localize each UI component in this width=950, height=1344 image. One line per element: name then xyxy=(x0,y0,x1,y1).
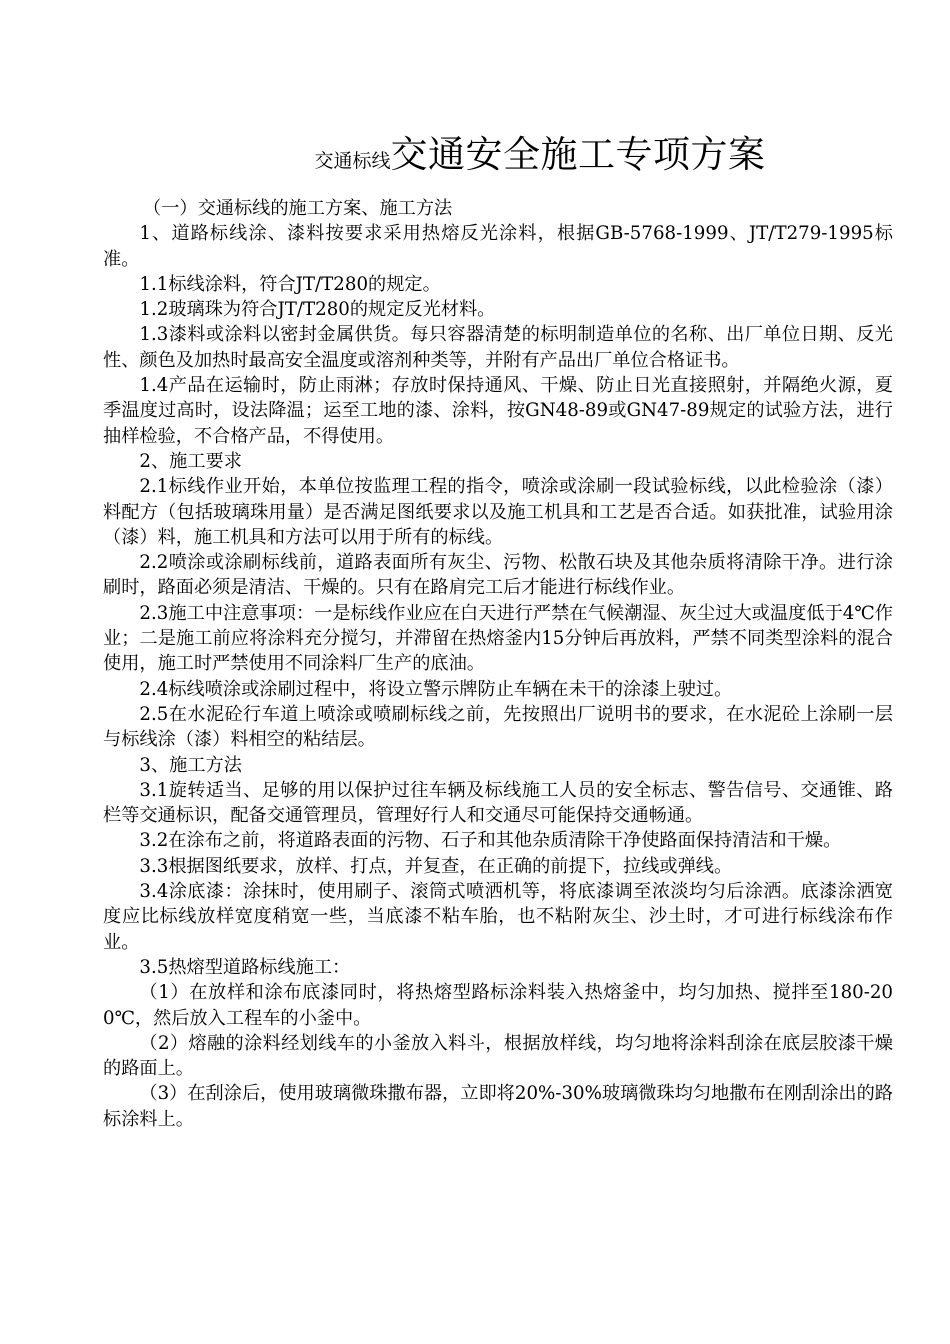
paragraph: 1.1标线涂料，符合JT/T280的规定。 xyxy=(139,273,441,295)
paragraph: 3.1旋转适当、足够的用以保护过往车辆及标线施工人员的安全标志、警告信号、交通锥、路栏等交通标识，配备交通管理员，管理好行人和交通尽可能保持交通畅通。 xyxy=(103,779,893,827)
document-title xyxy=(0,124,950,178)
paragraph: 2.4标线喷涂或涂刷过程中，将设立警示牌防止车辆在未干的涂漆上驶过。 xyxy=(139,678,733,700)
paragraph: 1.2玻璃珠为符合JT/T280的规定反光材料。 xyxy=(139,299,496,321)
paragraph: （2）熔融的涂料经划线车的小釜放入料斗，根据放样线，均匀地将涂料刮涂在底层胶漆干燥的路面上。 xyxy=(103,1032,893,1080)
section-heading: 3、施工方法 xyxy=(139,754,242,776)
paragraph: 1、道路标线涂、漆料按要求采用热熔反光涂料，根据GB-5768-1999、JT/T279-1995标准。 xyxy=(103,223,893,270)
title-prefix: 交通标线 xyxy=(314,150,391,172)
paragraph: 3.4涂底漆：涂抹时，使用刷子、滚筒式喷洒机等，将底漆调至浓淡均匀后涂洒。底漆涂洒宽度应比标线放样宽度稍宽一些，当底漆不粘车胎，也不粘附灰尘、沙土时，才可进行标线涂布作业。 xyxy=(103,881,893,953)
paragraph: （1）在放样和涂布底漆同时，将热熔型路标涂料装入热熔釜中，均匀加热、搅拌至180-200℃，然后放入工程车的小釜中。 xyxy=(103,982,893,1029)
paragraph: 3.3根据图纸要求，放样、打点，并复查，在正确的前提下，拉线或弹线。 xyxy=(139,855,733,877)
section-heading: 2、施工要求 xyxy=(139,450,242,472)
paragraph: 2.5在水泥砼行车道上喷涂或喷刷标线之前，先按照出厂说明书的要求，在水泥砼上涂刷一层与标线涂（漆）料相空的粘结层。 xyxy=(103,703,893,751)
paragraph: 1.4产品在运输时，防止雨淋；存放时保持通风、干燥、防止日光直接照射，并隔绝火源，夏季温度过高时，设法降温；运至工地的漆、涂料，按GN48-89或GN47-89规定的试验方法，进行抽样检验，不合格产品，不得使用。 xyxy=(103,375,893,447)
section-heading: （一）交通标线的施工方案、施工方法 xyxy=(143,198,453,219)
title-main: 交通安全施工专项方案 xyxy=(390,133,766,176)
paragraph: 3.5热熔型道路标线施工： xyxy=(139,956,351,978)
paragraph: 1.3漆料或涂料以密封金属供货。每只容器清楚的标明制造单位的名称、出厂单位日期、反光性、颜色及加热时最高安全温度或溶剂种类等，并附有产品出厂单位合格证书。 xyxy=(103,324,893,371)
paragraph: 2.3施工中注意事项：一是标线作业应在白天进行严禁在气候潮湿、灰尘过大或温度低于4℃作业；二是施工前应将涂料充分搅匀，并滞留在热熔釜内15分钟后再放料，严禁不同类型涂料的混合使用，施工时严禁使用不同涂料厂生产的底油。 xyxy=(103,602,893,675)
paragraph: 2.2喷涂或涂刷标线前，道路表面所有灰尘、污物、松散石块及其他杂质将清除干净。进行涂刷时，路面必须是清洁、干燥的。只有在路肩完工后才能进行标线作业。 xyxy=(103,552,893,599)
paragraph: 2.1标线作业开始，本单位按监理工程的指令，喷涂或涂刷一段试验标线，以此检验涂（漆）料配方（包括玻璃珠用量）是否满足图纸要求以及施工机具和工艺是否合适。如获批准，试验用涂（漆）料，施工机具和方法可以用于所有的标线。 xyxy=(103,476,893,548)
document-body xyxy=(103,196,893,1132)
paragraph: 3.2在涂布之前，将道路表面的污物、石子和其他杂质清除干净使路面保持清洁和干燥。 xyxy=(139,830,842,852)
paragraph: （3）在刮涂后，使用玻璃微珠撒布器，立即将20%-30%玻璃微珠均匀地撒布在刚刮涂出的路标涂料上。 xyxy=(103,1083,893,1130)
